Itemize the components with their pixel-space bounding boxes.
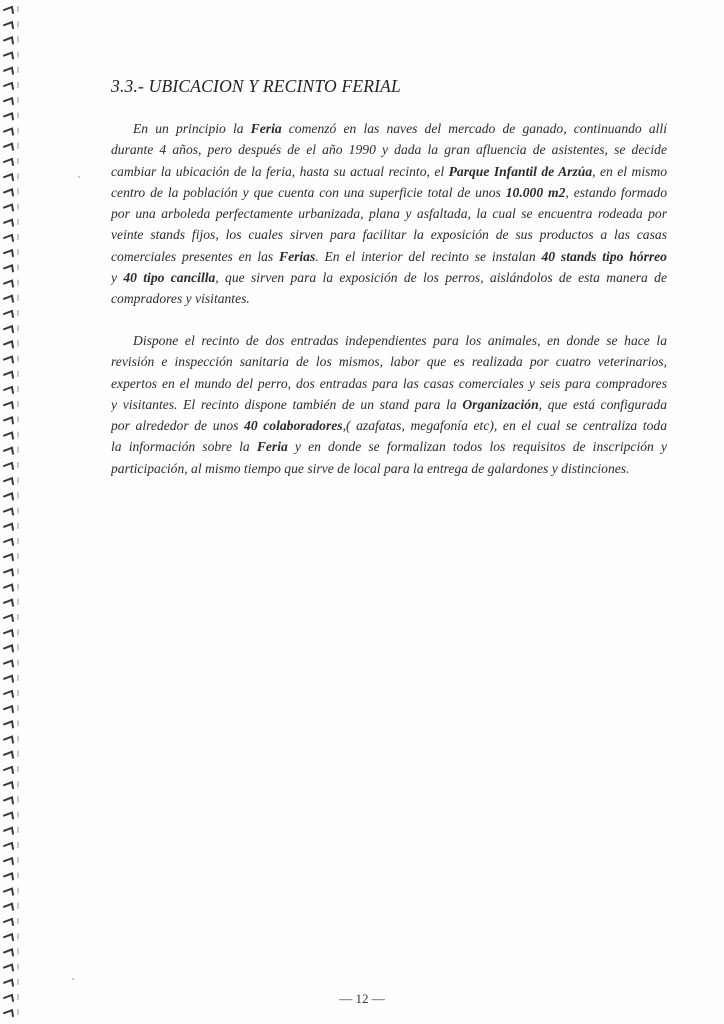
binding-ring	[4, 766, 19, 773]
binding-ring	[4, 295, 19, 302]
text-line	[111, 415, 667, 436]
binding-ring	[4, 1009, 19, 1016]
text-segment: , en el mismo	[592, 163, 667, 179]
binding-ring	[4, 690, 19, 697]
text-segment: En un principio la	[133, 121, 251, 136]
bold-term: Feria	[256, 439, 288, 455]
text-segment: comenzó en las naves del mercado de ganado, continuando allí	[281, 121, 667, 136]
binding-ring	[4, 21, 19, 28]
binding-ring	[4, 827, 19, 834]
binding-ring	[4, 736, 19, 743]
binding-ring	[4, 933, 19, 940]
bold-term: 40 tipo cancilla	[123, 270, 216, 286]
bold-term: Organización	[462, 396, 539, 412]
bold-term: 10.000 m2	[505, 184, 566, 200]
binding-ring	[4, 508, 19, 515]
binding-ring	[4, 523, 19, 530]
text-segment: . En el interior del recinto se instalan	[315, 248, 542, 264]
binding-ring	[4, 416, 19, 423]
binding-ring	[4, 781, 19, 788]
bold-term: 40 stands tipo hórreo	[541, 248, 667, 264]
binding-ring	[4, 644, 19, 651]
binding-ring	[4, 477, 19, 484]
text-line	[111, 436, 667, 457]
binding-ring	[4, 979, 19, 986]
binding-ring	[4, 660, 19, 667]
binding-ring	[4, 675, 19, 682]
binding-ring	[4, 82, 19, 89]
binding-ring	[4, 964, 19, 971]
binding-ring	[4, 872, 19, 879]
binding-ring	[4, 948, 19, 955]
binding-ring	[4, 462, 19, 469]
binding-ring	[4, 67, 19, 74]
text-line	[111, 458, 667, 479]
text-segment: por alrededor de unos	[111, 418, 245, 434]
text-segment: la información sobre la	[111, 439, 257, 455]
spiral-binding	[0, 0, 24, 1024]
binding-ring	[4, 447, 19, 454]
binding-ring	[4, 280, 19, 287]
binding-ring	[4, 918, 19, 925]
scan-speck	[72, 978, 74, 980]
text-segment: expertos en el mundo del perro, dos entradas para las casas comerciales y seis para compradores	[111, 375, 667, 391]
binding-ring	[4, 629, 19, 636]
binding-ring	[4, 568, 19, 575]
binding-ring	[4, 173, 19, 180]
text-line	[111, 118, 667, 139]
binding-ring	[4, 842, 19, 849]
bold-term: Feria	[250, 121, 282, 136]
binding-ring	[4, 158, 19, 165]
binding-ring	[4, 432, 19, 439]
binding-ring	[4, 614, 19, 621]
text-segment: , estando formado	[565, 184, 667, 200]
binding-ring	[4, 36, 19, 43]
binding-ring	[4, 705, 19, 712]
text-segment: revisión e inspección sanitaria de los mismos, labor que es realizada por cuatro veterinarios,	[111, 354, 667, 370]
binding-ring	[4, 340, 19, 347]
binding-ring	[4, 812, 19, 819]
text-line	[111, 373, 667, 394]
binding-ring	[4, 903, 19, 910]
text-line	[111, 351, 667, 372]
text-segment: participación, al mismo tiempo que sirve de local para la entrega de galardones y distinciones.	[111, 460, 630, 476]
binding-ring	[4, 386, 19, 393]
scan-speck	[78, 176, 80, 178]
text-segment: compradores y visitantes.	[111, 291, 250, 307]
binding-ring	[4, 128, 19, 135]
text-segment: y visitantes. El recinto dispone también de un stand para la	[111, 396, 463, 412]
binding-ring	[4, 143, 19, 150]
binding-ring	[4, 188, 19, 195]
text-line	[111, 330, 667, 351]
text-segment: por una arboleda perfectamente urbanizada, plana y asfaltada, la cual se encuentra rodeada por	[111, 206, 667, 222]
paragraph-1	[111, 118, 667, 310]
section-heading: 3.3.- UBICACION Y RECINTO FERIAL	[111, 76, 401, 96]
binding-ring	[4, 52, 19, 59]
text-segment: y en donde se formalizan todos los requisitos de inscripción y	[287, 439, 667, 455]
text-segment: comerciales presentes en las	[111, 248, 280, 264]
binding-ring	[4, 796, 19, 803]
binding-ring	[4, 97, 19, 104]
binding-ring	[4, 371, 19, 378]
binding-ring	[4, 310, 19, 317]
text-segment: centro de la población y que cuenta con una superficie total de unos	[111, 184, 506, 200]
binding-ring	[4, 492, 19, 499]
binding-ring	[4, 401, 19, 408]
binding-ring	[4, 857, 19, 864]
binding-ring	[4, 599, 19, 606]
text-line	[111, 394, 667, 415]
text-line	[111, 288, 667, 309]
bold-term: Ferias	[279, 248, 316, 264]
text-line	[111, 246, 667, 267]
binding-ring	[4, 538, 19, 545]
text-line	[111, 139, 667, 160]
binding-ring	[4, 584, 19, 591]
bold-term: Parque Infantil de Arzúa	[448, 163, 593, 179]
text-line	[111, 267, 667, 288]
binding-ring	[4, 888, 19, 895]
text-line	[111, 224, 667, 245]
binding-ring	[4, 356, 19, 363]
binding-ring	[4, 219, 19, 226]
binding-ring	[4, 325, 19, 332]
text-segment: cambiar la ubicación de la feria, hasta su actual recinto, el	[111, 163, 449, 179]
text-segment: Dispone el recinto de dos entradas independientes para los animales, en donde se hace la	[133, 333, 667, 348]
bold-term: 40 colaboradores	[244, 418, 343, 434]
text-segment: , que sirven para la exposición de los perros, aislándolos de esta manera de	[215, 270, 667, 286]
text-segment: ,( azafatas, megafonía etc), en el cual se centraliza toda	[342, 418, 667, 434]
text-segment: durante 4 años, pero después de el año 1990 y dada la gran afluencia de asistentes, se decide	[111, 142, 667, 158]
text-line	[111, 182, 667, 203]
binding-ring	[4, 751, 19, 758]
paragraph-2	[111, 330, 667, 479]
binding-ring	[4, 720, 19, 727]
text-segment: , que está configurada	[538, 396, 667, 412]
binding-ring	[4, 553, 19, 560]
binding-ring	[4, 204, 19, 211]
page-number: — 12 —	[339, 991, 385, 1006]
text-segment: veinte stands fijos, los cuales sirven para facilitar la exposición de sus productos a las casas	[111, 227, 667, 243]
binding-ring	[4, 6, 19, 13]
binding-ring	[4, 264, 19, 271]
binding-ring	[4, 249, 19, 256]
text-line	[111, 161, 667, 182]
binding-ring	[4, 234, 19, 241]
text-segment: y	[111, 270, 124, 286]
binding-ring	[4, 112, 19, 119]
text-line	[111, 203, 667, 224]
